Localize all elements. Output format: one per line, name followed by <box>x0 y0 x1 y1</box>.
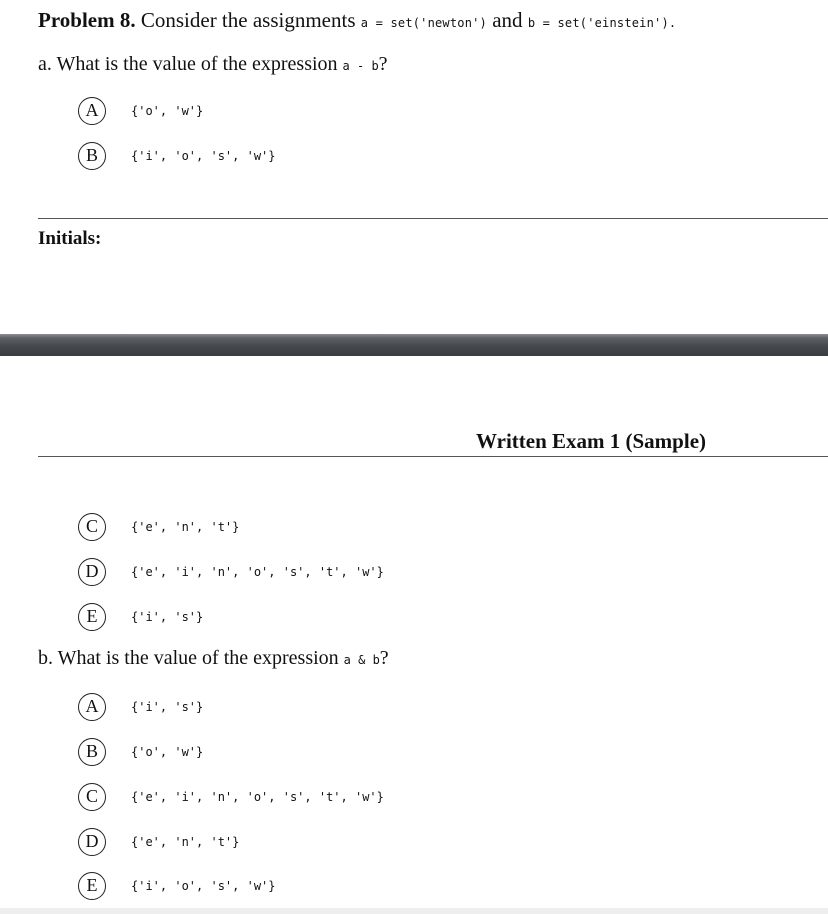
question-a-expr: a - b <box>342 59 379 73</box>
question-b-expr: a & b <box>343 653 380 667</box>
problem-statement <box>38 8 676 33</box>
problem-intro: Consider the assignments <box>140 8 356 32</box>
header-divider <box>38 456 828 457</box>
choice-a-B-text: {'i', 'o', 's', 'w'} <box>131 149 276 163</box>
question-b <box>38 647 389 670</box>
choice-a-A-text: {'o', 'w'} <box>131 104 204 118</box>
choice-a-D-text: {'e', 'i', 'n', 'o', 's', 't', 'w'} <box>131 565 384 579</box>
initials-label: Initials: <box>38 228 102 249</box>
problem-label: Problem 8. <box>38 8 136 32</box>
page-break <box>0 334 828 356</box>
choice-a-C-text: {'e', 'n', 't'} <box>131 520 240 534</box>
question-a-suffix: ? <box>378 53 388 75</box>
choice-a-A-bubble[interactable]: A <box>78 97 106 125</box>
choice-b-C-text: {'e', 'i', 'n', 'o', 's', 't', 'w'} <box>131 790 384 804</box>
choice-a-E-bubble[interactable]: E <box>78 603 106 631</box>
choice-b-C-bubble[interactable]: C <box>78 783 106 811</box>
choice-b-A-bubble[interactable]: A <box>78 693 106 721</box>
choice-a-D-bubble[interactable]: D <box>78 558 106 586</box>
question-b-prefix: b. What is the value of the expression <box>38 647 339 669</box>
choice-b-E-text: {'i', 'o', 's', 'w'} <box>131 879 276 893</box>
choice-b-B-text: {'o', 'w'} <box>131 745 204 759</box>
choice-b-E-bubble[interactable]: E <box>78 872 106 900</box>
choice-b-B-bubble[interactable]: B <box>78 738 106 766</box>
conjunction: and <box>492 8 523 32</box>
choice-b-D-bubble[interactable]: D <box>78 828 106 856</box>
choice-a-E-text: {'i', 's'} <box>131 610 204 624</box>
question-b-suffix: ? <box>379 647 389 669</box>
question-a <box>38 53 388 76</box>
page-header: Written Exam 1 (Sample) <box>476 429 707 453</box>
footer-divider <box>38 218 828 219</box>
choice-a-C-bubble[interactable]: C <box>78 513 106 541</box>
question-a-prefix: a. What is the value of the expression <box>38 53 338 75</box>
choice-a-B-bubble[interactable]: B <box>78 142 106 170</box>
choice-b-D-text: {'e', 'n', 't'} <box>131 835 240 849</box>
assignment-a: a = set('newton') <box>360 16 487 30</box>
assignment-b: b = set('einstein') <box>527 16 669 30</box>
choice-b-A-text: {'i', 's'} <box>131 700 204 714</box>
statement-end: . <box>668 16 677 30</box>
bottom-edge <box>0 908 828 914</box>
